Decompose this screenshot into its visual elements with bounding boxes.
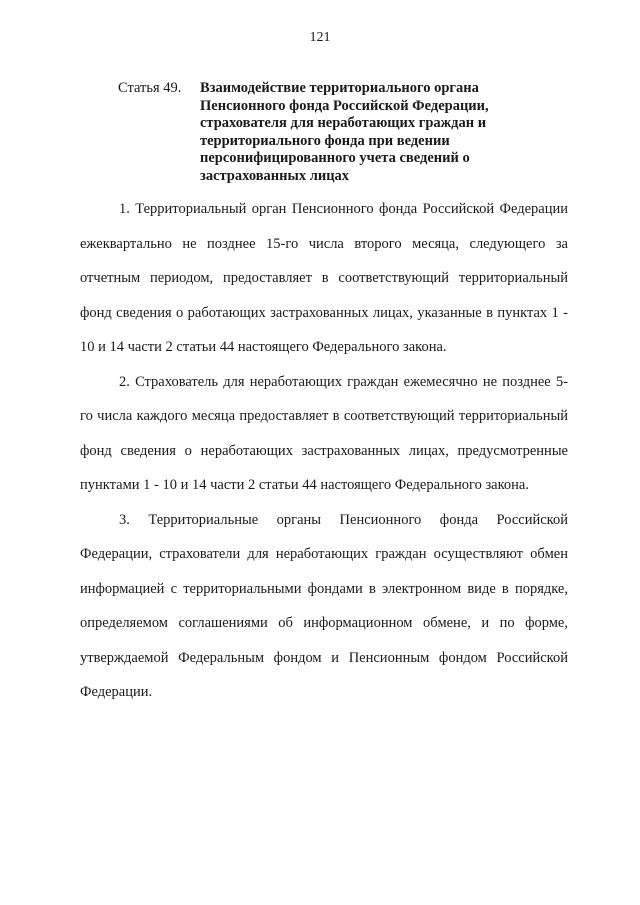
paragraph-2: 2. Страхователь для неработающих граждан ежемесячно не позднее 5-го числа каждого месяца предоставляет в соответствующий территориальный фонд сведения о неработающих застрахованных лицах, предусмотренные пунктами 1 - 10 и 14 части 2 статьи 44 настоящего Федерального закона. [80, 373, 568, 493]
paragraph-3: 3. Территориальные органы Пенсионного фонда Российской Федерации, страхователи для неработающих граждан осуществляют обмен информацией с территориальными фондами в электронном виде в порядке, определяемом соглашениями об информационном обмене, и по форме, утверждаемой Федеральным фондом и Пенсионным фондом Российской Федерации. [80, 511, 568, 700]
article-label: Статья 49. [118, 80, 182, 96]
page-number: 121 [309, 30, 331, 45]
article-title: Взаимодействие территориального органа Пенсионного фонда Российской Федерации, страхователя для неработающих граждан и территориального фонда при ведении персонифицированного учета сведений о застрахованных лицах [200, 80, 489, 184]
article-body [80, 192, 568, 710]
paragraph-1: 1. Территориальный орган Пенсионного фонда Российской Федерации ежеквартально не позднее 15-го числа второго месяца, следующего за отчетным периодом, предоставляет в соответствующий территориальный фонд сведения о работающих застрахованных лицах, указанные в пунктах 1 - 10 и 14 части 2 статьи 44 настоящего Федерального закона. [80, 201, 568, 355]
article-heading [118, 80, 558, 185]
